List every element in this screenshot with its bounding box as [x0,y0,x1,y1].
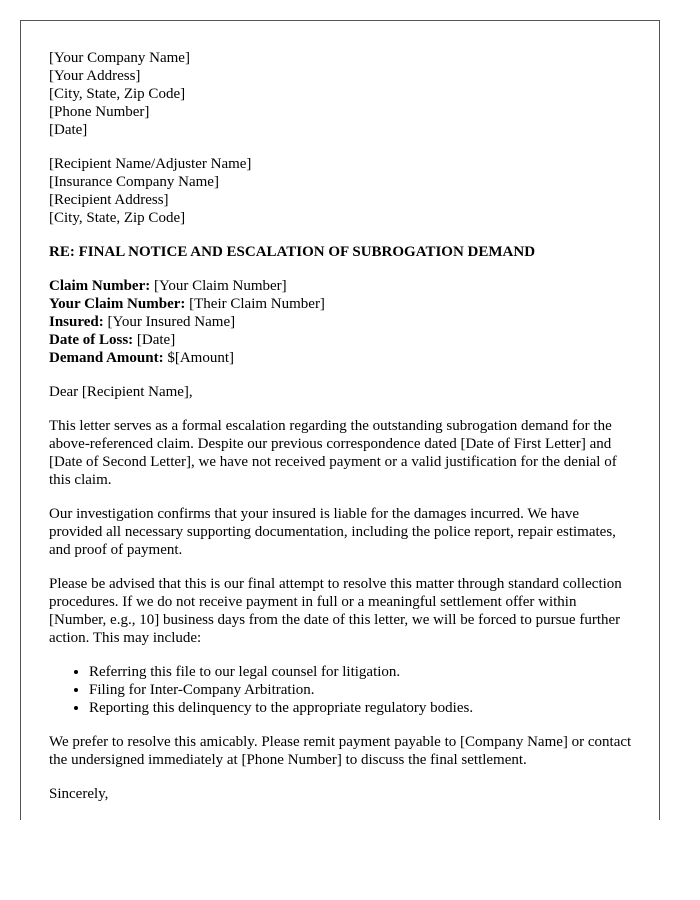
sender-phone: [Phone Number] [49,104,150,120]
body-paragraph: Our investigation confirms that your insured is liable for the damages incurred. We have provided all necessary supporting documentation, including the police report, repair estimates, and proof of payment. [49,506,616,558]
claim-details [49,277,634,367]
claim-detail-row [49,349,634,367]
subject-line: RE: FINAL NOTICE AND ESCALATION OF SUBROGATION DEMAND [49,244,536,260]
claim-detail-label: Your Claim Number: [49,296,186,312]
body-paragraph: This letter serves as a formal escalation regarding the outstanding subrogation demand for the above-referenced claim. Despite our previous correspondence dated [Date of First Letter] and [Date of Second Letter], we have not received payment or a valid justification for the denial of this claim. [49,418,617,488]
claim-detail-value: [Your Claim Number] [150,278,287,294]
action-list-item: • Filing for Inter-Company Arbitration. [89,681,634,699]
sender-city-state-zip: [City, State, Zip Code] [49,86,186,102]
sender-block [49,49,634,139]
claim-detail-label: Claim Number: [49,278,151,294]
letter-date: [Date] [49,122,88,138]
recipient-address: [Recipient Address] [49,192,169,208]
sender-address: [Your Address] [49,68,141,84]
body-paragraph: Please be advised that this is our final attempt to resolve this matter through standard collection procedures. If we do not receive payment in full or a meaningful settlement offer within [Number, e.g., 10] business days from the date of this letter, we will be forced to pursue further action. This may include: [49,576,622,646]
claim-detail-row [49,277,634,295]
closing-paragraph: We prefer to resolve this amicably. Please remit payment payable to [Company Name] or contact the undersigned immediately at [Phone Number] to discuss the final settlement. [49,734,632,768]
recipient-city-state-zip: [City, State, Zip Code] [49,210,186,226]
claim-detail-value: [Their Claim Number] [185,296,325,312]
claim-detail-row [49,331,634,349]
letter-page [20,20,660,820]
action-list-item: • Referring this file to our legal counsel for litigation. [89,663,634,681]
claim-detail-row [49,295,634,313]
salutation: Dear [Recipient Name], [49,384,193,400]
recipient-company: [Insurance Company Name] [49,174,219,190]
claim-detail-value: $[Amount] [163,350,235,366]
claim-detail-label: Insured: [49,314,104,330]
claim-detail-label: Date of Loss: [49,332,134,348]
recipient-name: [Recipient Name/Adjuster Name] [49,156,252,172]
sender-company-name: [Your Company Name] [49,50,190,66]
claim-detail-value: [Your Insured Name] [103,314,236,330]
sign-off: Sincerely, [49,786,109,802]
action-list [49,663,634,717]
action-list-item: • Reporting this delinquency to the appropriate regulatory bodies. [89,699,634,717]
letter-body [49,49,634,819]
claim-detail-label: Demand Amount: [49,350,164,366]
claim-detail-row [49,313,634,331]
recipient-block [49,155,634,227]
claim-detail-value: [Date] [133,332,176,348]
